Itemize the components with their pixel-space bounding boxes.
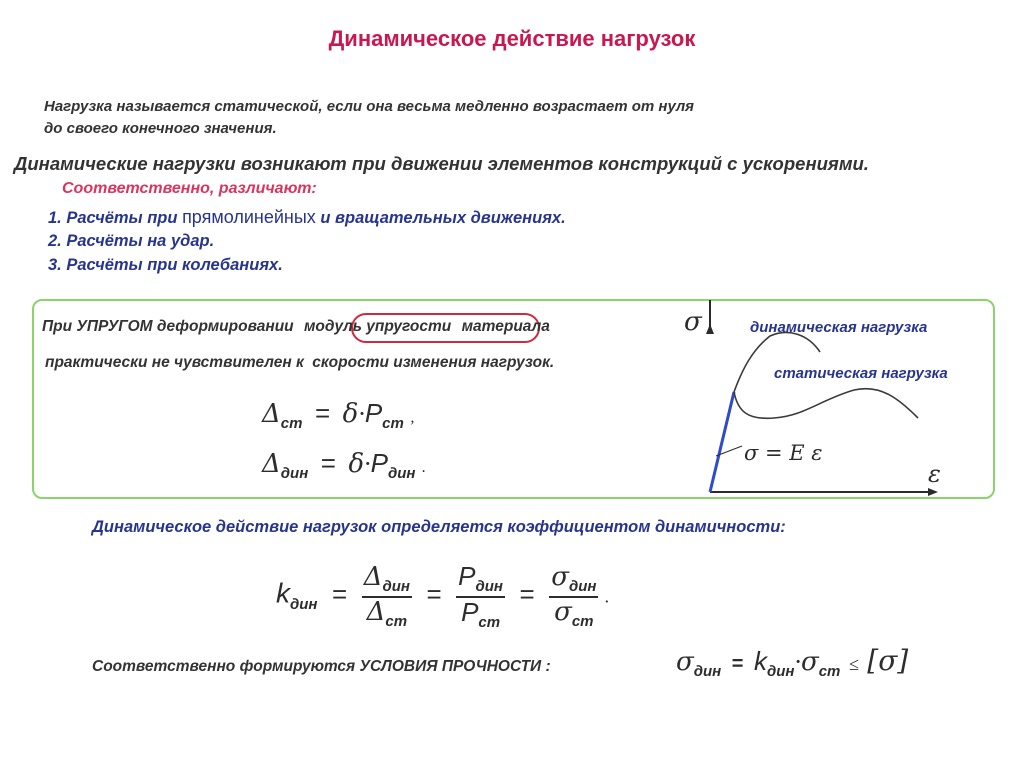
coefficient-definition: Динамическое действие нагрузок определяется коэффициентом динамичности: [92, 518, 786, 536]
page-title: Динамическое действие нагрузок [328, 26, 696, 51]
formula-dynamic-displacement [262, 448, 426, 482]
elastic-text-line2-b: скорости изменения нагрузок. [312, 354, 555, 371]
punctuation: . [604, 586, 610, 607]
equals-sign: = [332, 578, 348, 609]
dynamic-load-curve [734, 333, 820, 392]
k-symbol: k [753, 646, 767, 676]
subscript: дин [693, 663, 722, 681]
subscript: ст [478, 613, 501, 631]
list-item-2: 2. Расчёты на удар. [48, 232, 215, 250]
elastic-text-line1-a: При УПРУГОМ деформировании [42, 318, 294, 335]
distinguish-heading: Соответственно, различают: [62, 180, 317, 197]
static-load-label: статическая нагрузка [774, 365, 948, 382]
linear-elastic-line [710, 392, 734, 492]
punctuation: , [410, 409, 415, 426]
static-load-definition-line1: Нагрузка называется статической, если она весьма медленно возрастает от нуля [44, 98, 694, 115]
equals-sign: = [731, 653, 744, 675]
subscript: ст [818, 663, 841, 681]
equals-sign: = [314, 398, 331, 428]
sigma-symbol: σ [676, 647, 694, 677]
equals-sign: = [519, 578, 535, 609]
subscript: дин [290, 595, 318, 613]
dynamic-load-label: динамическая нагрузка [750, 319, 928, 336]
delta-symbol: Δ [262, 399, 281, 429]
dot-operator: · [364, 449, 371, 478]
compliance-symbol: δ [342, 399, 359, 429]
formula-static-displacement [262, 398, 414, 432]
elastic-text-line1-c: материала [461, 318, 550, 335]
stress-ratio [549, 563, 598, 630]
compliance-symbol: δ [348, 449, 365, 479]
static-load-curve [734, 389, 918, 419]
sigma-symbol: σ [554, 596, 572, 627]
subscript: дин [280, 465, 309, 483]
load-symbol: P [461, 596, 479, 627]
elastic-text-line2 [45, 354, 554, 372]
k-symbol: k [276, 577, 290, 609]
y-axis-arrow [706, 324, 714, 334]
hooke-law-label: σ = E ε [744, 441, 823, 465]
elastic-modulus-label: модуль упругости [303, 318, 452, 335]
load-symbol: P [458, 561, 476, 591]
static-load-definition-line2: до своего конечного значения. [44, 120, 277, 137]
subscript: ст [280, 415, 303, 433]
displacement-ratio [362, 563, 412, 630]
sigma-symbol: σ [551, 562, 569, 592]
sigma-symbol: σ [800, 647, 819, 677]
dynamic-coefficient-formula [276, 562, 609, 631]
x-axis-arrow [928, 488, 938, 496]
subscript: дин [568, 578, 597, 596]
delta-symbol: Δ [366, 596, 386, 627]
y-axis-label: σ [684, 307, 702, 337]
stress-strain-diagram [670, 300, 1000, 500]
delta-symbol: Δ [262, 449, 281, 479]
subscript: ст [571, 612, 594, 630]
subscript: ст [385, 612, 408, 630]
allowable-stress: [σ] [867, 644, 909, 677]
list-item-3: 3. Расчёты при колебаниях. [48, 256, 283, 274]
dynamic-load-definition: Динамические нагрузки возникают при движении элементов конструкций с ускорениями. [14, 153, 869, 174]
strength-condition-formula [676, 644, 908, 680]
equals-sign: = [320, 448, 336, 478]
load-symbol: P [364, 398, 383, 428]
elastic-text-line1 [42, 318, 550, 336]
delta-symbol: Δ [363, 562, 383, 592]
subscript: дин [387, 465, 416, 483]
subscript: дин [475, 578, 503, 596]
load-ratio [456, 562, 505, 631]
x-axis-label: ε [928, 460, 941, 488]
elastic-text-line2-a: практически не чувствителен к [45, 354, 304, 371]
list-item-1-end: и вращательных движениях. [320, 209, 566, 227]
list-item-1-highlight: прямолинейных [182, 207, 316, 227]
subscript: дин [382, 578, 410, 596]
equals-sign: = [426, 578, 442, 609]
punctuation: . [421, 459, 426, 476]
load-symbol: P [370, 448, 388, 478]
list-item-1-start: 1. Расчёты при [48, 209, 178, 227]
dot-operator: · [358, 399, 365, 428]
subscript: дин [766, 663, 795, 681]
less-equal-sign: ≤ [848, 654, 859, 674]
list-item [48, 207, 566, 228]
dot-operator: · [794, 647, 801, 676]
subscript: ст [382, 415, 404, 433]
strength-condition-text: Соответственно формируются УСЛОВИЯ ПРОЧНОСТИ : [92, 658, 551, 675]
